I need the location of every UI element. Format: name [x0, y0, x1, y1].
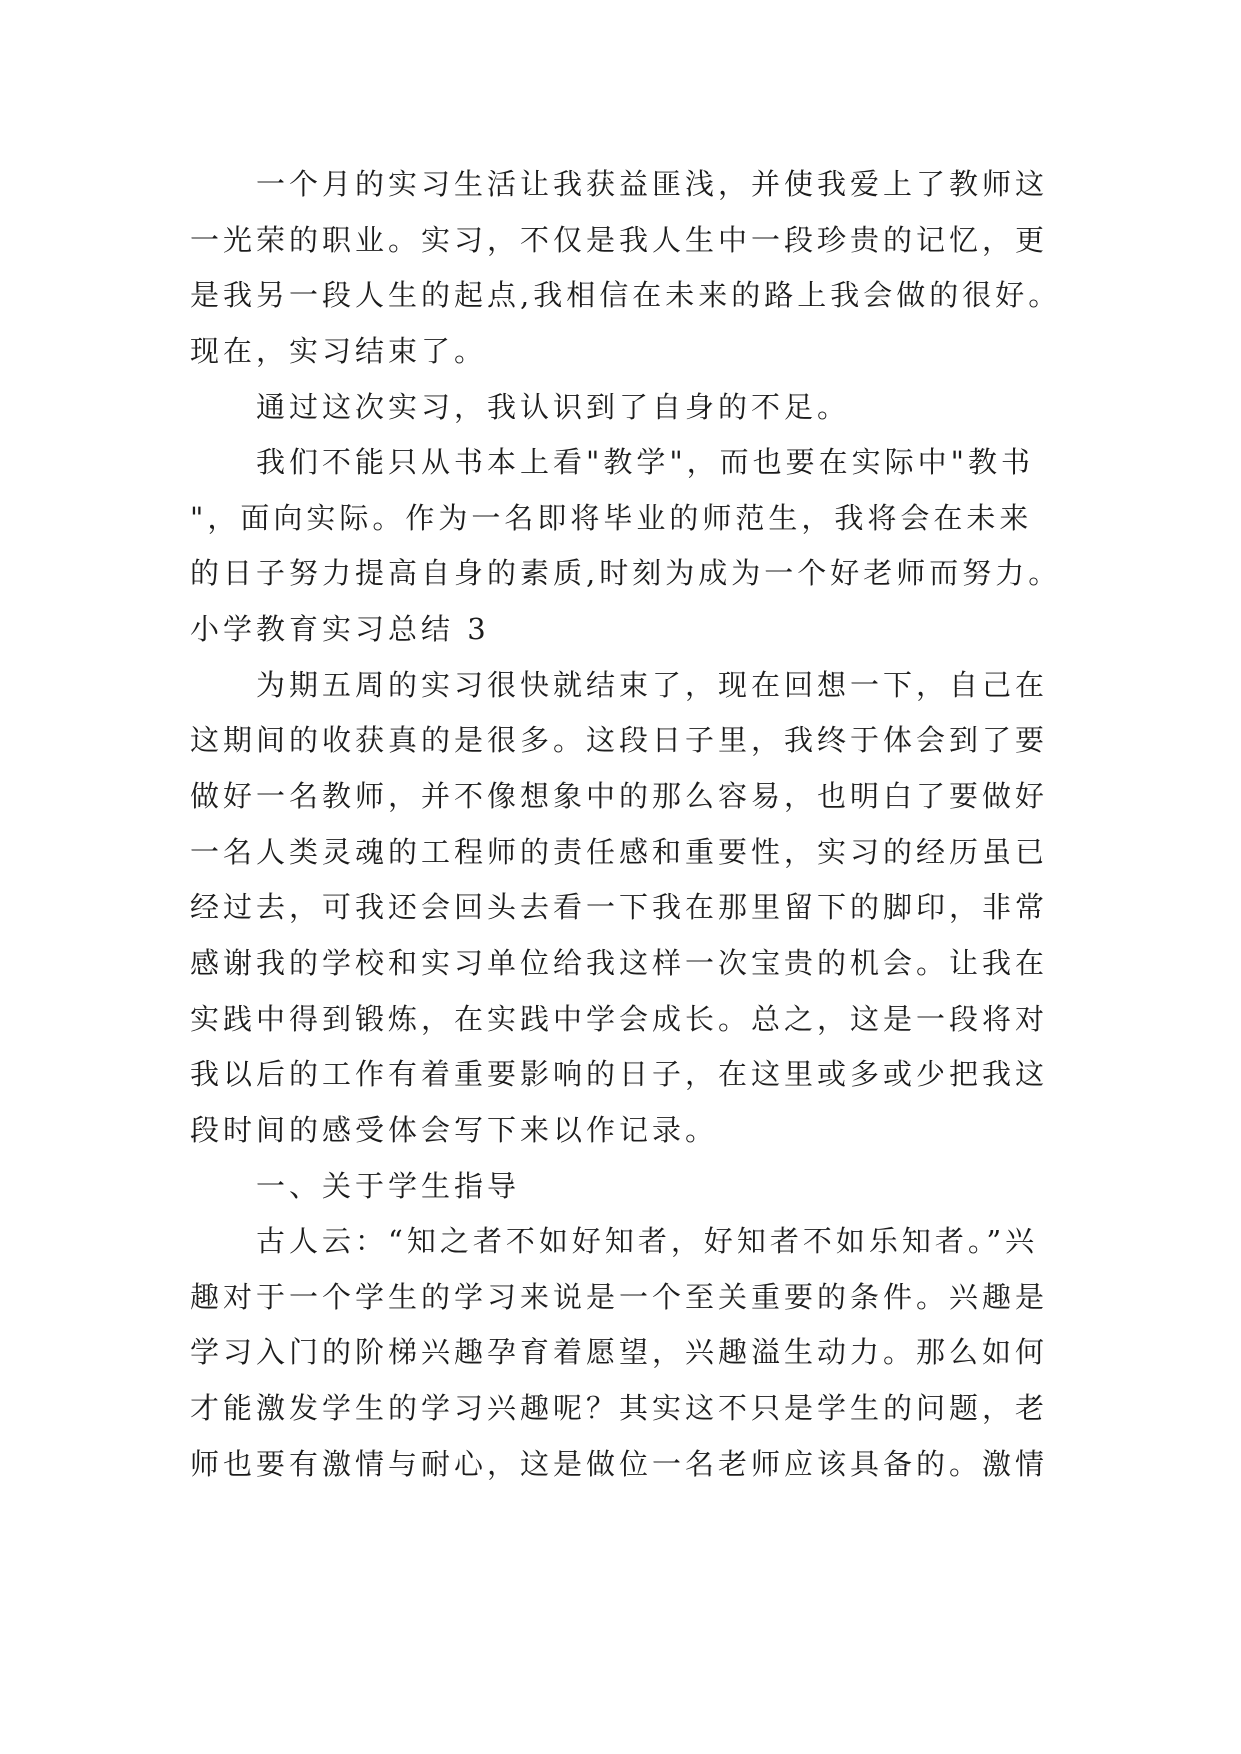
paragraph-line: 这期间的收获真的是很多。这段日子里，我终于体会到了要 [190, 723, 1049, 758]
paragraph-line: 我以后的工作有着重要影响的日子，在这里或多或少把我这 [190, 1057, 1049, 1092]
paragraph-line: 趣对于一个学生的学习来说是一个至关重要的条件。兴趣是 [190, 1279, 1049, 1314]
paragraph-line: 为期五周的实习很快就结束了，现在回想一下，自己在 [256, 667, 1049, 702]
paragraph-line: 一个月的实习生活让我获益匪浅，并使我爱上了教师这 [256, 167, 1049, 201]
paragraph-line: 师也要有激情与耐心，这是做位一名老师应该具备的。激情 [190, 1446, 1049, 1481]
section-heading: 小学教育实习总结 3 [190, 612, 490, 647]
paragraph-line: 实践中得到锻炼，在实践中学会成长。总之，这是一段将对 [190, 1001, 1049, 1036]
paragraph-line: 学习入门的阶梯兴趣孕育着愿望，兴趣溢生动力。那么如何 [190, 1335, 1049, 1370]
paragraph [190, 658, 1150, 1159]
paragraph-line: 一、关于学生指导 [256, 1168, 521, 1203]
paragraph [190, 380, 1150, 436]
paragraph-line: 我们不能只从书本上看"教学"，而也要在实际中"教书 [256, 445, 1035, 480]
paragraph-line: 现在，实习结束了。 [190, 333, 488, 368]
paragraph [190, 435, 1150, 602]
paragraph-line: 通过这次实习，我认识到了自身的不足。 [256, 389, 851, 424]
paragraph-line: 一光荣的职业。实习，不仅是我人生中一段珍贵的记忆，更 [190, 222, 1049, 257]
document-body [190, 157, 1150, 1492]
paragraph [190, 157, 1150, 380]
paragraph-line: 段时间的感受体会写下来以作记录。 [190, 1112, 719, 1147]
paragraph-line: 才能激发学生的学习兴趣呢？其实这不只是学生的问题，老 [190, 1391, 1049, 1426]
paragraph-line: 感谢我的学校和实习单位给我这样一次宝贵的机会。让我在 [190, 945, 1049, 980]
paragraph-line: 做好一名教师，并不像想象中的那么容易，也明白了要做好 [190, 779, 1049, 814]
paragraph-line: 经过去，可我还会回头去看一下我在那里留下的脚印，非常 [190, 890, 1049, 925]
paragraph-line: 是我另一段人生的起点,我相信在未来的路上我会做的很好。 [190, 278, 1062, 313]
paragraph-line: 一名人类灵魂的工程师的责任感和重要性，实习的经历虽已 [190, 834, 1049, 869]
paragraph-line: 的日子努力提高自身的素质,时刻为成为一个好老师而努力。 [190, 556, 1062, 591]
subsection-heading [190, 1159, 1150, 1215]
paragraph-line: 古人云：“知之者不如好知者，好知者不如乐知者。”兴 [256, 1224, 1039, 1259]
paragraph-line: "，面向实际。作为一名即将毕业的师范生，我将会在未来 [190, 500, 1033, 535]
paragraph [190, 1214, 1150, 1492]
